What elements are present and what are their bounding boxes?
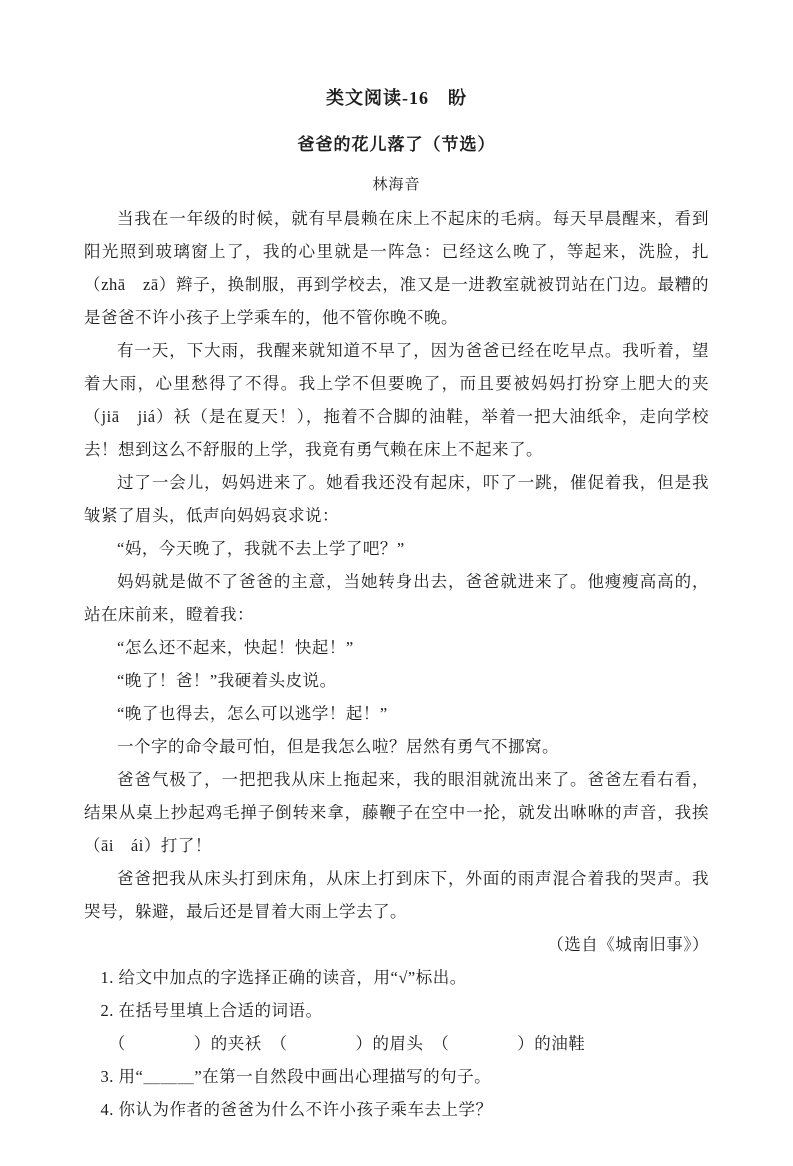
- paragraph: 爸爸把我从床头打到床角，从床上打到床下，外面的雨声混合着我的哭声。我哭号，躲避，最后还是冒着大雨上学去了。: [84, 869, 709, 921]
- paragraph: 爸爸气极了，一把把我从床上拖起来，我的眼泪就流出来了。爸爸左看右看，结果从桌上抄起鸡毛掸子倒转来拿，藤鞭子在空中一抡，就发出咻咻的声音，我挨（āi ái）打了！: [84, 770, 709, 855]
- question-2: 2. 在括号里填上合适的词语。: [100, 1001, 323, 1020]
- paragraph: 一个字的命令最可怕，但是我怎么啦？居然有勇气不挪窝。: [117, 737, 559, 756]
- lesson-title: 类文阅读-16 盼: [326, 88, 467, 108]
- paragraph: “妈，今天晚了，我就不去上学了吧？”: [117, 539, 405, 558]
- question-2-blanks: （ ）的夹袄 （ ）的眉头 （ ）的油鞋: [108, 1034, 586, 1053]
- paragraph: “晚了也得去，怎么可以逃学！起！”: [117, 704, 388, 723]
- paragraph: 妈妈就是做不了爸爸的主意，当她转身出去，爸爸就进来了。他瘦瘦高高的，站在床前来，瞪着我：: [84, 572, 709, 624]
- question-3: 3. 用“＿＿＿”在第一自然段中画出心理描写的句子。: [100, 1067, 492, 1086]
- passage-body: [84, 202, 709, 928]
- paragraph: “怎么还不起来，快起！快起！”: [117, 638, 354, 657]
- passage-title: 爸爸的花儿落了（节选）: [297, 135, 496, 154]
- paragraph: 有一天，下大雨，我醒来就知道不早了，因为爸爸已经在吃早点。我听着，望着大雨，心里愁得了不得。我上学不但要晚了，而且要被妈妈打扮穿上肥大的夹（jiā jiá）袄（是在夏天！），拖着不合脚的油鞋，举着一把大油纸伞，走向学校去！想到这么不舒服的上学，我竟有勇气赖在床上不起来了。: [84, 341, 709, 459]
- author-name: 林海音: [372, 177, 421, 193]
- question-1: 1. 给文中加点的字选择正确的读音，用“√”标出。: [100, 968, 467, 987]
- question-list: [84, 961, 709, 1126]
- question-4: 4. 你认为作者的爸爸为什么不许小孩子乘车去上学？: [100, 1100, 493, 1119]
- paragraph: “晚了！爸！”我硬着头皮说。: [117, 671, 337, 690]
- paragraph: 当我在一年级的时候，就有早晨赖在床上不起床的毛病。每天早晨醒来，看到阳光照到玻璃窗上了，我的心里就是一阵急：已经这么晚了，等起来，洗脸，扎（zhā zā）辫子，换制服，再到学校去，准又是一进教室就被罚站在门边。最糟的是爸爸不许小孩子上学乘车的，他不管你晚不晚。: [84, 209, 709, 327]
- source-attribution: （选自《城南旧事》）: [547, 935, 709, 954]
- paragraph: 过了一会儿，妈妈进来了。她看我还没有起床，吓了一跳，催促着我，但是我皱紧了眉头，低声向妈妈哀求说：: [84, 473, 709, 525]
